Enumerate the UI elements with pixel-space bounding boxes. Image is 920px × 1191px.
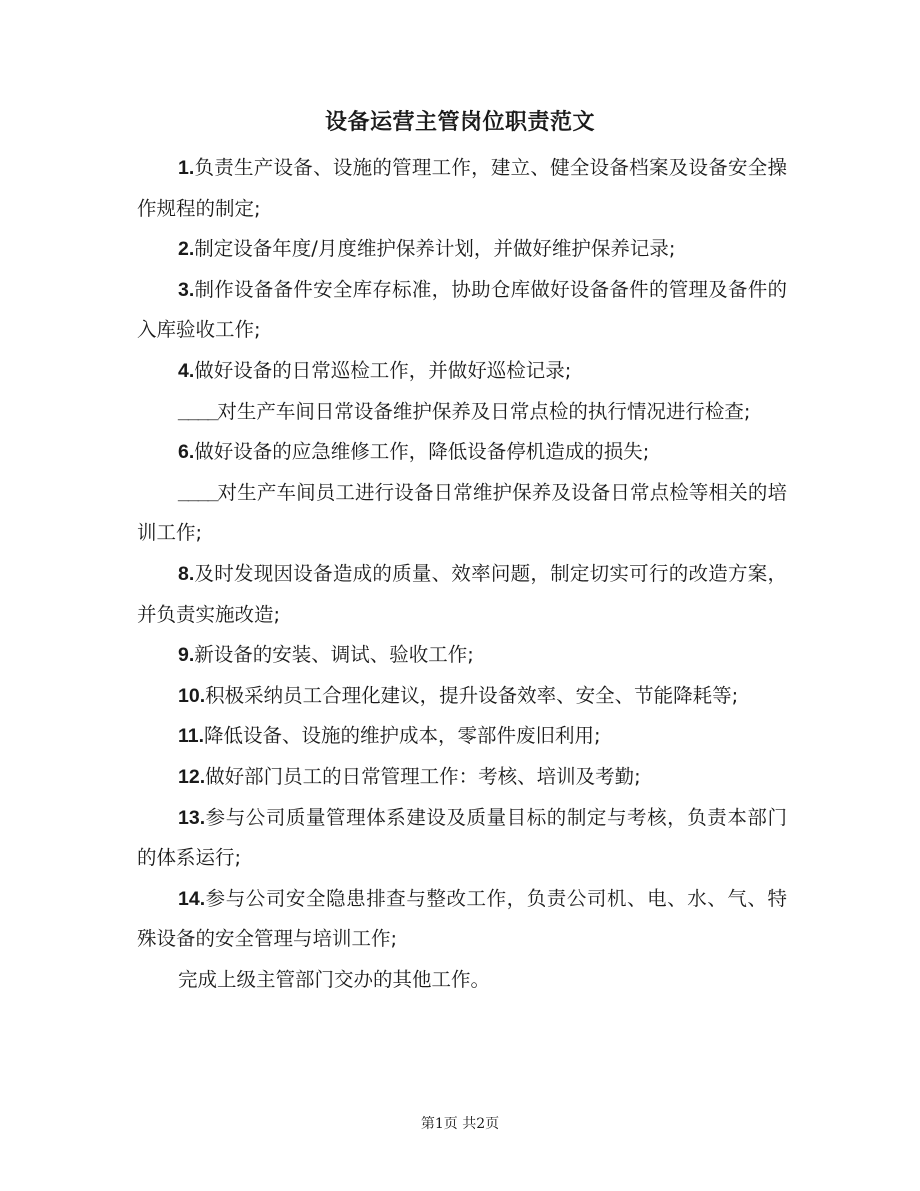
duty-paragraph-10	[137, 676, 787, 717]
item-number: 13.	[178, 806, 206, 829]
item-text: 新设备的安装、调试、验收工作;	[194, 643, 474, 667]
item-text: 做好部门员工的日常管理工作：考核、培训及考勤;	[205, 764, 641, 788]
document-body	[137, 148, 787, 1000]
item-number: 1.	[178, 157, 195, 179]
item-text: 做好设备的应急维修工作，降低设备停机造成的损失;	[194, 440, 650, 464]
item-text: 负责生产设备、设施的管理工作，建立、健全设备档案及设备安全操作规程的制定;	[137, 156, 787, 220]
item-number: 4.	[178, 359, 195, 382]
item-number: 6.	[178, 441, 195, 464]
item-number: 10.	[178, 684, 206, 707]
item-number: 11.	[178, 725, 205, 748]
item-text: 制定设备年度/月度维护保养计划，并做好维护保养记录;	[194, 237, 676, 261]
duty-paragraph-15	[137, 960, 787, 1001]
item-number: 9.	[178, 644, 195, 667]
duty-paragraph-12	[137, 757, 787, 798]
item-text: 制作设备备件安全库存标准，协助仓库做好设备备件的管理及备件的入库验收工作;	[137, 277, 787, 342]
item-number: 8.	[178, 562, 195, 585]
item-text: 对生产车间日常设备维护保养及日常点检的执行情况进行检查;	[217, 399, 751, 423]
duty-paragraph-2	[137, 229, 787, 270]
item-text: 参与公司质量管理体系建设及质量目标的制定与考核，负责本部门的体系运行;	[137, 805, 787, 870]
duty-paragraph-6	[137, 432, 787, 473]
item-text: 参与公司安全隐患排查与整改工作，负责公司机、电、水、气、特殊设备的安全管理与培训工作;	[137, 886, 787, 951]
duty-paragraph-4	[137, 351, 787, 392]
item-text: 降低设备、设施的维护成本，零部件废旧利用;	[204, 724, 601, 748]
item-text: 完成上级主管部门交办的其他工作。	[178, 967, 491, 991]
item-text: 做好设备的日常巡检工作，并做好巡检记录;	[194, 358, 572, 382]
item-number: 14.	[178, 887, 206, 910]
item-number: 3.	[178, 278, 195, 301]
duty-paragraph-8	[137, 554, 787, 635]
item-text: 积极采纳员工合理化建议，提升设备效率、安全、节能降耗等;	[205, 683, 739, 707]
duty-paragraph-7	[137, 473, 787, 554]
duty-paragraph-9	[137, 635, 787, 676]
item-number: 2.	[178, 238, 195, 261]
duty-paragraph-5	[137, 392, 787, 433]
item-text: 及时发现因设备造成的质量、效率问题，制定切实可行的改造方案，并负责实施改造;	[137, 561, 787, 626]
item-text: 对生产车间员工进行设备日常维护保养及设备日常点检等相关的培训工作;	[137, 480, 787, 545]
duty-paragraph-1	[137, 148, 787, 229]
document-title: 设备运营主管岗位职责范文	[324, 110, 595, 135]
page-number-footer: 第1页 共2页	[420, 1116, 500, 1132]
duty-paragraph-14	[137, 879, 787, 960]
blank-underline: ____	[178, 400, 218, 423]
duty-paragraph-3	[137, 270, 787, 351]
blank-underline: ____	[178, 481, 218, 504]
item-number: 12.	[178, 765, 206, 788]
duty-paragraph-13	[137, 798, 787, 879]
duty-paragraph-11	[137, 716, 787, 757]
